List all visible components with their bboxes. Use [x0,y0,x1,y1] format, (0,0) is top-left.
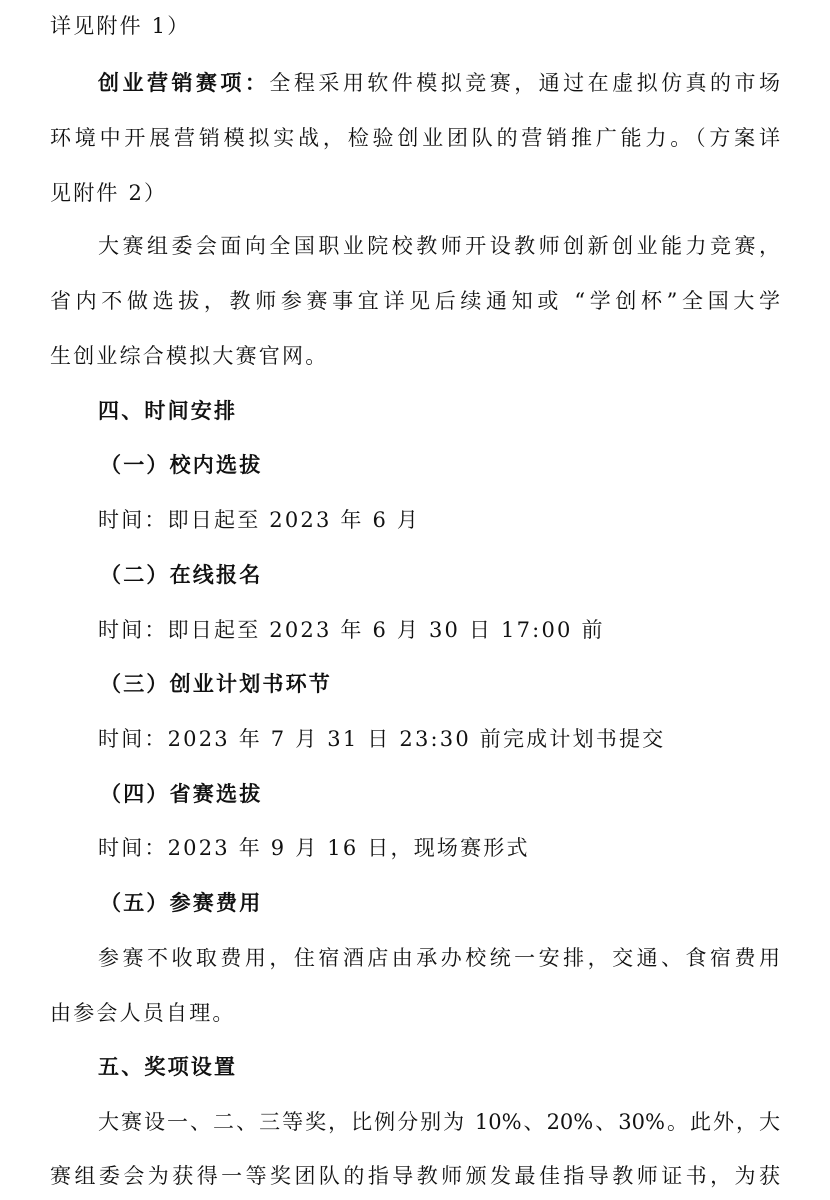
subsection-heading: （一）校内选拔 [100,452,263,477]
subsection-heading: （三）创业计划书环节 [100,671,332,696]
text-span: 全程采用软件模拟竞赛，通过在虚拟仿真的市场 [269,71,781,95]
text-line: 时间：2023 年 9 月 16 日，现场赛形式 [98,836,530,860]
text-line: 时间：2023 年 7 月 31 日 23:30 前完成计划书提交 [98,727,666,751]
text-line: 时间：即日起至 2023 年 6 月 [98,508,421,532]
subsection-heading: （四）省赛选拔 [100,781,263,806]
section-heading: 四、时间安排 [98,398,238,423]
paragraph-line: 省内不做选拔，教师参赛事宜详见后续通知或 “学创杯”全国大学 [50,289,780,313]
paragraph-line: 大赛组委会面向全国职业院校教师开设教师创新创业能力竞赛， [98,234,780,258]
paragraph-line: 见附件 2） [50,181,168,205]
section-heading: 五、奖项设置 [98,1054,238,1079]
paragraph-line [98,65,780,101]
paragraph-line: 由参会人员自理。 [50,1001,236,1025]
paragraph-line: 赛组委会为获得一等奖团队的指导教师颁发最佳指导教师证书，为获 [50,1164,780,1188]
paragraph-line: 大赛设一、二、三等奖，比例分别为 10%、20%、30%。此外，大 [98,1110,780,1134]
paragraph-line: 参赛不收取费用，住宿酒店由承办校统一安排，交通、食宿费用 [98,946,780,970]
paragraph-line: 环境中开展营销模拟实战，检验创业团队的营销推广能力。（方案详 [50,126,780,150]
term-label: 创业营销赛项： [98,70,270,95]
text-line: 详见附件 1） [50,14,191,38]
subsection-heading: （五）参赛费用 [100,890,263,915]
subsection-heading: （二）在线报名 [100,562,263,587]
text-line: 时间：即日起至 2023 年 6 月 30 日 17:00 前 [98,618,605,642]
paragraph-line: 生创业综合模拟大赛官网。 [50,344,329,368]
